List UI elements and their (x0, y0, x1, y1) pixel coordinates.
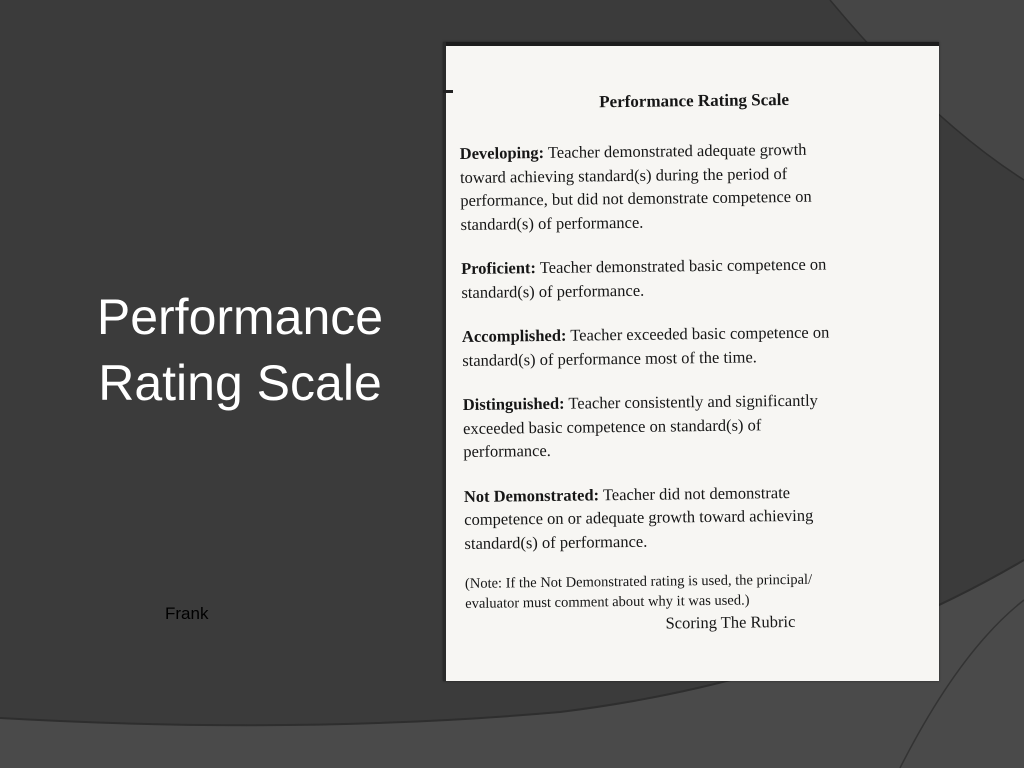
entry-text: Teacher did not demonstrate (598, 482, 791, 504)
entry-line: competence on or adequate growth toward achieving (464, 505, 814, 529)
entry-text: Teacher exceeded basic competence on (566, 322, 830, 345)
rating-term: Developing: (459, 142, 545, 163)
slide-title (40, 284, 440, 416)
scan-mark (443, 90, 453, 93)
entry-line: standard(s) of performance most of the time. (462, 346, 757, 370)
rating-term: Accomplished: (461, 325, 567, 346)
entry-line: exceeded basic competence on standard(s) of (462, 414, 762, 438)
entry-line: toward achieving standard(s) during the period of (459, 163, 788, 187)
rating-entry-accomplished (462, 319, 939, 372)
entry-text: Teacher demonstrated basic competence on (535, 254, 827, 278)
slide-title-line: Rating Scale (98, 354, 382, 411)
author-credit: Frank (165, 604, 209, 623)
scan-edge (443, 42, 446, 681)
entry-line: standard(s) of performance. (464, 531, 648, 553)
rating-term: Distinguished: (462, 393, 565, 414)
entry-line: performance. (463, 440, 551, 461)
document-heading: Performance Rating Scale (599, 89, 790, 112)
rating-entry-distinguished (463, 387, 939, 463)
rating-term: Proficient: (461, 258, 537, 278)
entry-line: standard(s) of performance. (460, 212, 644, 234)
note-line: (Note: If the Not Demonstrated rating is used, the principal/ (464, 571, 813, 592)
rating-term: Not Demonstrated: (463, 484, 600, 506)
entry-text: Teacher demonstrated adequate growth (543, 139, 807, 162)
document-caption: Scoring The Rubric (665, 611, 796, 633)
document-note (465, 568, 939, 614)
note-line: evaluator must comment about why it was used.) (465, 592, 750, 612)
slide-title-line: Performance (96, 288, 384, 345)
scan-content (459, 88, 939, 636)
entry-line: performance, but did not demonstrate competence on (460, 186, 812, 210)
scan-edge (443, 42, 939, 46)
entry-line: standard(s) of performance. (461, 280, 645, 302)
entry-text: Teacher consistently and significantly (564, 390, 818, 413)
scanned-document-image (443, 42, 939, 681)
rating-entry-proficient (461, 251, 939, 304)
rating-entry-not-demonstrated (464, 479, 939, 555)
rating-entry-developing (460, 136, 939, 236)
